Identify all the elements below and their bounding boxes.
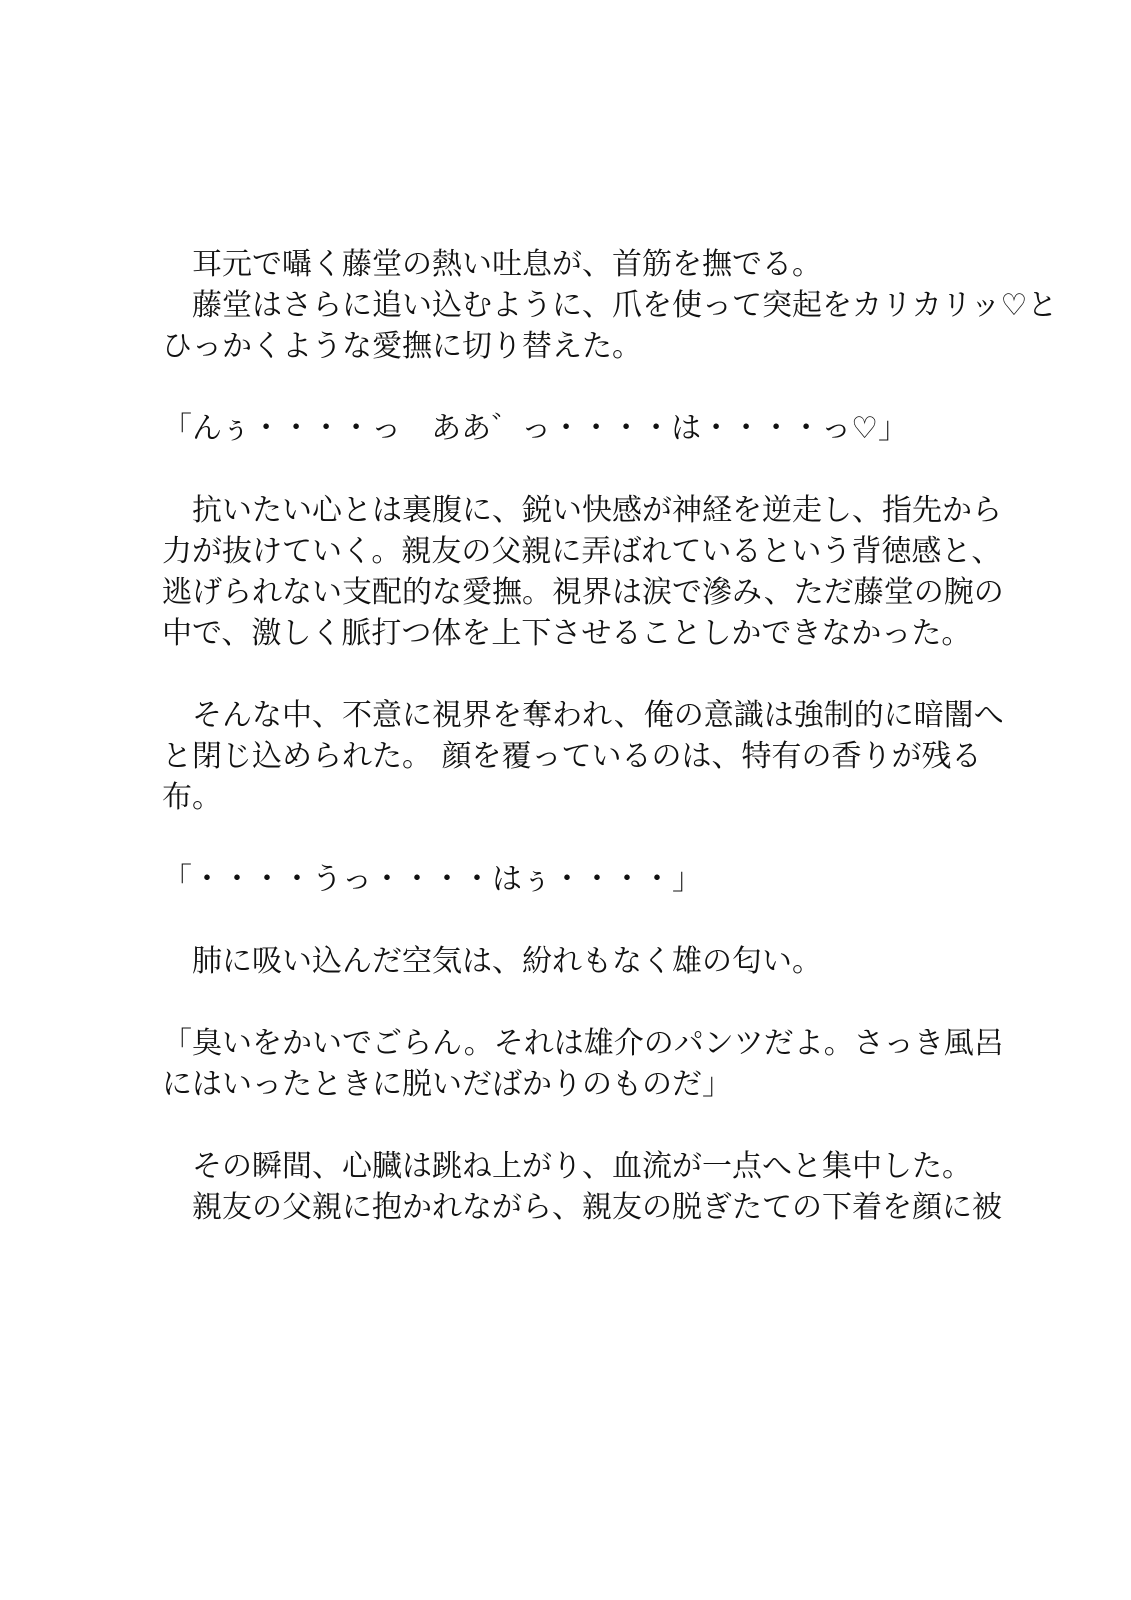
text-line: 逃げられない支配的な愛撫。視界は涙で滲み、ただ藤堂の腕の — [162, 575, 1004, 610]
text-line: 抗いたい心とは裏腹に、鋭い快感が神経を逆走し、指先から — [162, 493, 1002, 528]
text-line: 力が抜けていく。親友の父親に弄ばれているという背徳感と、 — [162, 534, 1002, 569]
dialogue-line: 「臭いをかいでごらん。それは雄介のパンツだよ。さっき風呂 — [162, 1026, 1004, 1061]
blank-line — [162, 818, 962, 859]
blank-line — [162, 449, 962, 490]
text-line: その瞬間、心臓は跳ね上がり、血流が一点へと集中した。 — [162, 1149, 972, 1184]
blank-line — [162, 982, 962, 1023]
text-line: そんな中、不意に視界を奪われ、俺の意識は強制的に暗闇へ — [162, 698, 1004, 733]
dialogue-line: にはいったときに脱いだばかりのものだ」 — [162, 1067, 732, 1102]
text-line: ひっかくような愛撫に切り替えた。 — [162, 329, 642, 364]
body-text — [162, 244, 1058, 1228]
blank-line — [162, 1105, 962, 1146]
text-line: 肺に吸い込んだ空気は、紛れもなく雄の匂い。 — [162, 944, 822, 979]
text-line: 親友の父親に抱かれながら、親友の脱ぎたての下着を顔に被 — [162, 1190, 1002, 1225]
text-line: と閉じ込められた。 顔を覆っているのは、特有の香りが残る — [162, 739, 982, 774]
dialogue-line: 「んぅ・・・・っ ああ゛っ・・・・は・・・・っ♡」 — [162, 411, 908, 446]
dialogue-line: 「・・・・うっ・・・・はぅ・・・・」 — [162, 862, 702, 897]
text-line: 中で、激しく脈打つ体を上下させることしかできなかった。 — [162, 616, 972, 651]
text-line: 布。 — [162, 780, 222, 815]
text-line: 藤堂はさらに追い込むように、爪を使って突起をカリカリッ♡と — [162, 288, 1058, 323]
blank-line — [162, 367, 962, 408]
blank-line — [162, 654, 962, 695]
blank-line — [162, 900, 962, 941]
text-line: 耳元で囁く藤堂の熱い吐息が、首筋を撫でる。 — [162, 247, 822, 282]
